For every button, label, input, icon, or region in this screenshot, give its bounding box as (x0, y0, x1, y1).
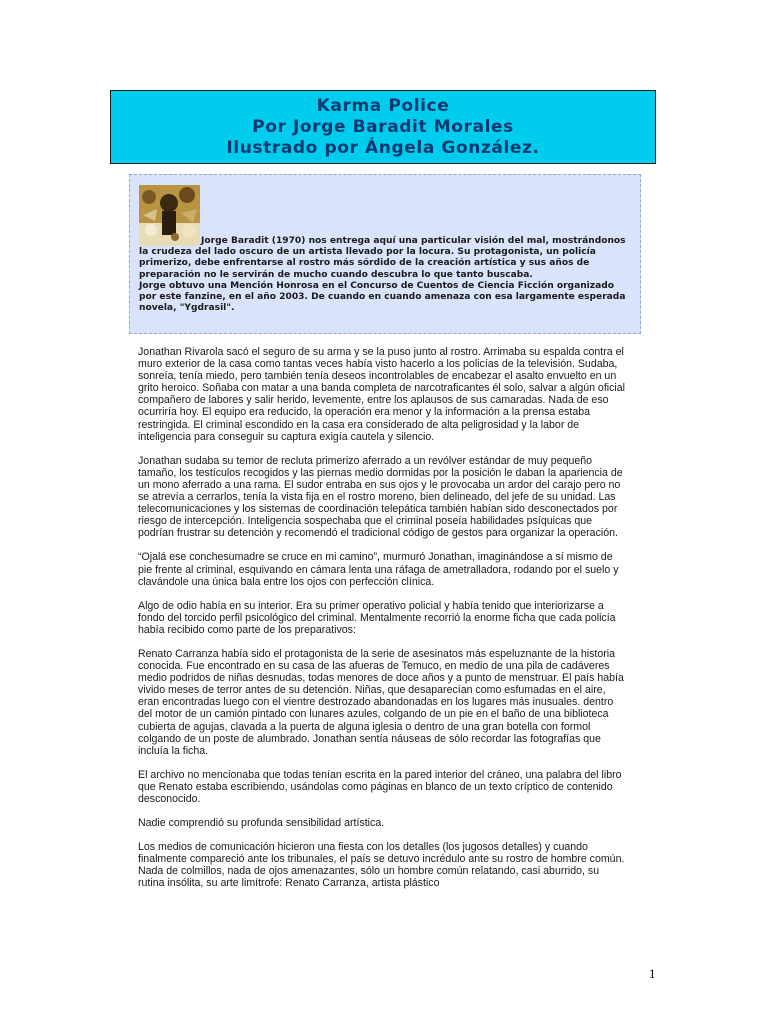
body-paragraph: “Ojalá ese conchesumadre se cruce en mi camino”, murmuró Jonathan, imaginándose a sí mismo de pie frente al criminal, esquivando en cámara lenta una ráfaga de ametralladora, rodando por el suelo y clavándole una única bala entre los ojos con perfección clínica. (138, 551, 619, 588)
body-paragraph: Jonathan sudaba su temor de recluta primerizo aferrado a un revólver estándar de muy pequeño tamaño, los testículos recogidos y las piernas medio dormidas por la posición le daban la apariencia de un mono aferrado a una rama. El sudor entraba en sus ojos y le provocaba un ardor del carajo pero no se atrevía a cerrarlos, tenía la vista fija en el rostro moreno, bien delineado, del jefe de su unidad. Las telecomunicaciones y los sistemas de coordinación telepática también habían sido desconectados por riesgo de intercepción. Inteligencia sospechaba que el criminal poseía habilidades psíquicas que podrían frustrar su detención y recomendó el tradicional código de gestos para organizar la operación. (138, 454, 623, 540)
author-line: Por Jorge Baradit Morales (252, 117, 514, 137)
body-paragraph: Los medios de comunicación hicieron una fiesta con los detalles (los jugosos detalles) y cuando finalmente compareció ante los tribunales, el país se detuvo incrédulo ante su rostro de hombre común. Nada de colmillos, nada de ojos amenazantes, sólo un hombre común relatando, casi aburrido, su rutina insólita, su arte limítrofe: Renato Carranza, artista plástico (138, 841, 625, 890)
page-number: 1 (649, 966, 656, 981)
body-paragraph: Jonathan Rivarola sacó el seguro de su arma y se la puso junto al rostro. Arrimaba su espalda contra el muro exterior de la casa como tantas veces había visto hacerlo a los policías de la televisión. Sudaba, sonreía, tenía miedo, pero también tenía deseos incontrolables de encabezar el asalto envuelto en un grito heroico. Soñaba con matar a una banda completa de narcotraficantes él solo, salvar a algún oficial compañero de labores y salir herido, levemente, entre los aplausos de sus camaradas. Nada de eso ocurriría hoy. El equipo era reducido, la operación era menor y la información a la prensa estaba restringida. El criminal escondido en la casa era considerado de alta peligrosidad y la labor de inteligencia para conseguir su captura exigía cautela y silencio. (138, 346, 626, 443)
intro-paragraph: Jorge Baradit (1970) nos entrega aquí una particular visión del mal, mostrándonos la crudeza del lado oscuro de un artista llevado por la locura. Su protagonista, un policía primerizo, debe enfrentarse al rostro más sórdido de la creación artística y sus años de preparación no le servirán de mucho cuando descubra lo que tanto buscaba. (139, 236, 626, 280)
story-body (138, 346, 628, 902)
story-title: Karma Police (316, 96, 450, 116)
title-box (110, 90, 656, 164)
body-paragraph: El archivo no mencionaba que todas tenían escrita en la pared interior del cráneo, una palabra del libro que Renato estaba escribiendo, usándolas como páginas en blanco de un texto críptico de contenido desconocido. (138, 768, 622, 805)
body-paragraph: Renato Carranza había sido el protagonista de la serie de asesinatos más espeluznante de la historia conocida. Fue encontrado en su casa de las afueras de Temuco, en medio de una pila de cadáveres medio podridos de niñas desnudas, todas menores de doce años y a punto de menstruar. El país había vivido meses de terror antes de su detención. Niñas, que desaparecían como esfumadas en el aire, eran encontradas luego con el vientre destrozado abandonadas en los lugares más inusuales. dentro del motor de un camión pintado con lunares azules, colgando de un pie en el baño de una biblioteca cubierta de agujas, clavada a la puerta de alguna iglesia o dentro de una gran botella con formol colgando de un poste de alumbrado. Jonathan sentía náuseas de sólo recordar las fotografías que incluía la ficha. (138, 647, 624, 757)
intro-box (129, 174, 641, 334)
author-portrait-image (139, 185, 200, 246)
intro-paragraph: Jorge obtuvo una Mención Honrosa en el Concurso de Cuentos de Ciencia Ficción organizado por este fanzine, en el año 2003. De cuando en cuando amenaza con esa largamente esperada novela, "Ygdrasil". (139, 280, 626, 314)
illustrator-line: Ilustrado por Ángela González. (226, 138, 540, 158)
body-paragraph: Nadie comprendió su profunda sensibilidad artística. (138, 817, 385, 830)
body-paragraph: Algo de odio había en su interior. Era su primer operativo policial y había tenido que interiorizarse a fondo del torcido perfil psicológico del criminal. Mentalmente recorrió la enorme ficha que cada policía había recibido como parte de los preparativos: (138, 599, 616, 636)
